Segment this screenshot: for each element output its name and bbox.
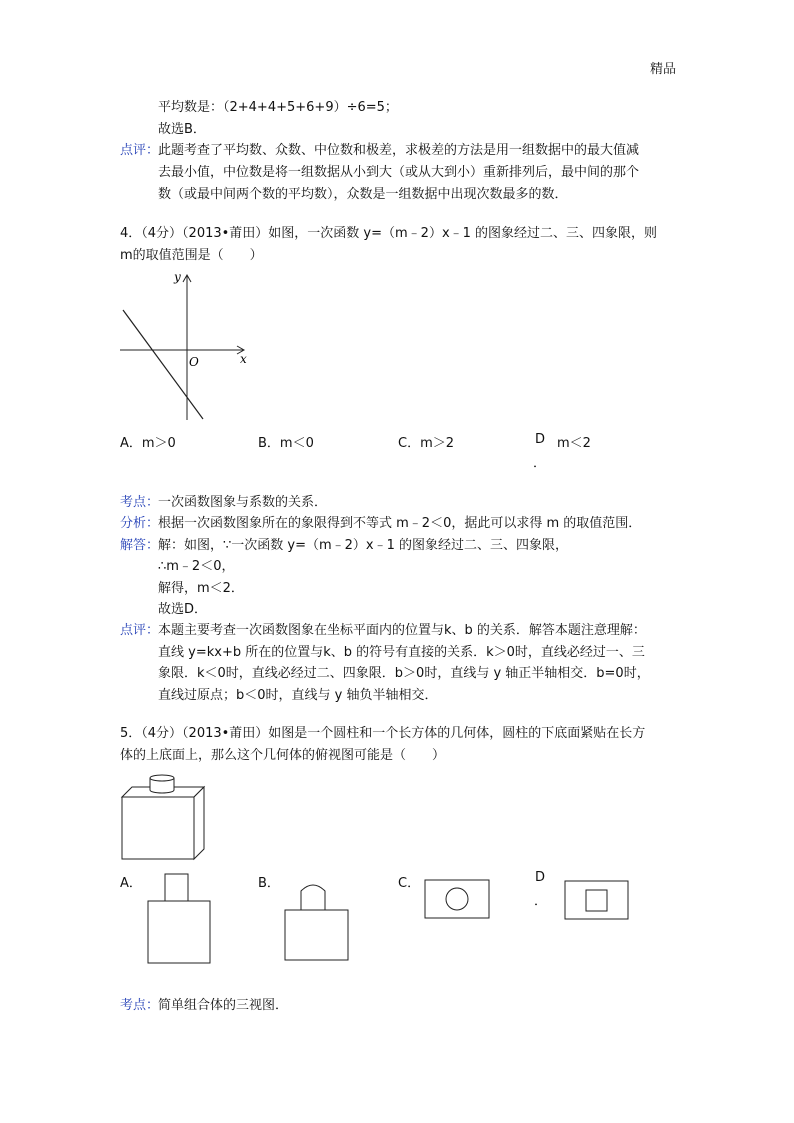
q5-option-c-figure xyxy=(420,875,495,925)
cuboid-side xyxy=(194,787,204,859)
choose-line: 故选B． xyxy=(158,122,206,137)
comment-label: 点评： xyxy=(120,143,160,158)
q5-option-b-label: B． xyxy=(258,876,280,891)
q5-kaodian-label: 考点： xyxy=(120,998,160,1013)
cuboid-front xyxy=(122,797,194,859)
q4-dianping-line-3: 象限．k＜0时，直线必经过二、四象限．b＞0时，直线与 y 轴正半轴相交．b=0时， xyxy=(158,666,650,681)
q4-dianping-line-4: 直线过原点；b＜0时，直线与 y 轴负半轴相交． xyxy=(158,688,438,703)
x-axis-label: x xyxy=(240,352,247,366)
comment-line-1: 此题考查了平均数、众数、中位数和极差，求极差的方法是用一组数据中的最大值减 xyxy=(158,143,640,158)
q4-jieda-line-1: 解：如图，∵一次函数 y=（m﹣2）x﹣1 的图象经过二、三、四象限， xyxy=(158,538,569,553)
q4-option-c: C．m＞2 xyxy=(398,436,455,451)
q5-option-d-figure xyxy=(560,876,635,926)
q5-solid-figure xyxy=(118,775,218,865)
q4-dianping-line-2: 直线 y=kx+b 所在的位置与k、b 的符号有直接的关系．k＞0时，直线必经过一、三 xyxy=(158,645,645,660)
q4-jieda-label: 解答： xyxy=(120,538,160,553)
q5-stem-line-1: 5．（4分）（2013•莆田）如图是一个圆柱和一个长方体的几何体，圆柱的下底面紧贴在长方 xyxy=(120,726,646,741)
q4-option-d-letter: D xyxy=(535,432,546,447)
q4-kaodian: 一次函数图象与系数的关系． xyxy=(158,495,328,510)
comment-line-3: 数（或最中间两个数的平均数），众数是一组数据中出现次数最多的数． xyxy=(158,187,568,202)
average-line: 平均数是：（2+4+4+5+6+9）÷6=5； xyxy=(158,100,398,115)
q4-dianping-label: 点评： xyxy=(120,623,160,638)
q5-option-d-letter: D xyxy=(535,870,546,885)
q4-option-b: B．m＜0 xyxy=(258,436,314,451)
q4-function-graph xyxy=(110,268,260,428)
q4-option-a: A．m＞0 xyxy=(120,436,176,451)
q5-option-d-dot: ． xyxy=(534,894,548,909)
q5-option-a-label: A． xyxy=(120,876,142,891)
q4-jieda-line-2: ∴m﹣2＜0， xyxy=(158,559,235,574)
comment-line-2: 去最小值，中位数是将一组数据从小到大（或从大到小）重新排列后，最中间的那个 xyxy=(158,165,640,180)
q5-option-c-label: C． xyxy=(398,876,421,891)
y-axis-label: y xyxy=(174,270,181,284)
q5-option-b-figure xyxy=(280,875,360,965)
q4-jieda-line-4: 故选D． xyxy=(158,602,208,617)
q4-fenxi: 根据一次函数图象所在的象限得到不等式 m﹣2＜0，据此可以求得 m 的取值范围． xyxy=(158,516,642,531)
q4-option-d-dot: ． xyxy=(533,456,547,471)
q4-dianping-line-1: 本题主要考查一次函数图象在坐标平面内的位置与k、b 的关系．解答本题注意理解： xyxy=(158,623,646,638)
header-tag: 精品 xyxy=(650,62,677,77)
q5-option-a-figure xyxy=(140,868,220,968)
q4-jieda-line-3: 解得，m＜2． xyxy=(158,581,244,596)
q4-kaodian-label: 考点： xyxy=(120,495,160,510)
q4-option-d-text: m＜2 xyxy=(557,436,591,451)
q5-kaodian: 简单组合体的三视图． xyxy=(158,998,289,1013)
q4-fenxi-label: 分析： xyxy=(120,516,160,531)
q4-stem-line-1: 4．（4分）（2013•莆田）如图，一次函数 y=（m﹣2）x﹣1 的图象经过二、三、四象限，则 xyxy=(120,226,658,241)
q5-stem-line-2: 体的上底面上，那么这个几何体的俯视图可能是（ ） xyxy=(120,748,446,763)
cylinder-top xyxy=(150,775,174,781)
q4-stem-line-2: m的取值范围是（ ） xyxy=(120,248,263,263)
origin-label: O xyxy=(189,355,199,369)
